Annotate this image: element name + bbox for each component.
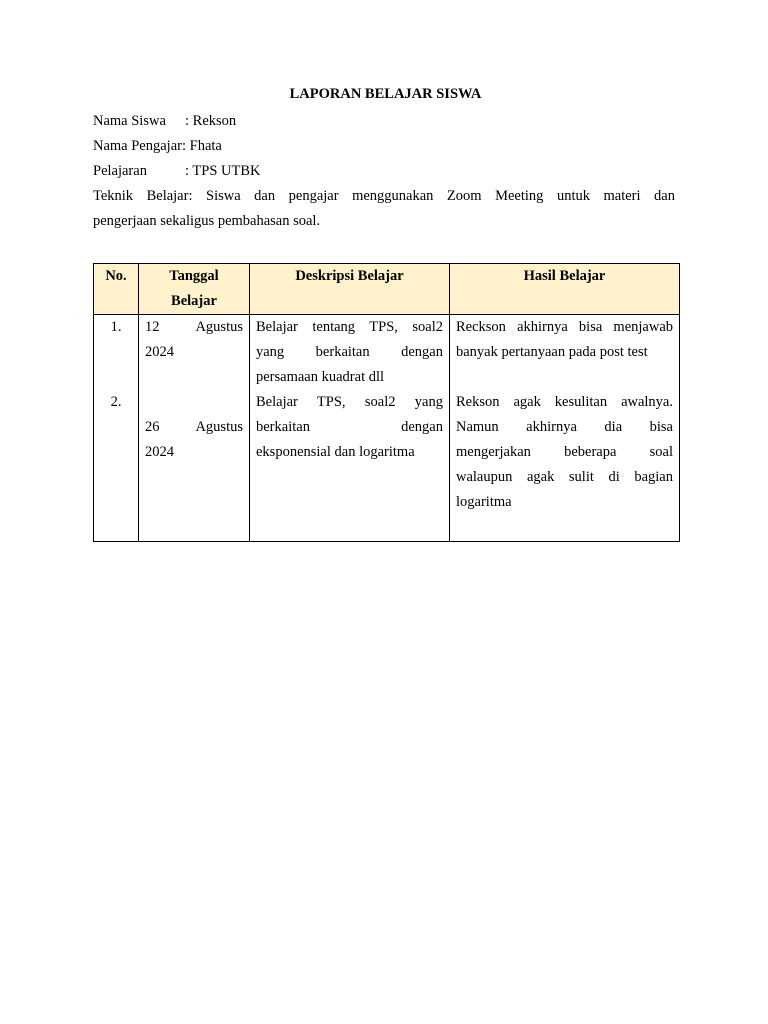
- learning-technique-line-2: pengerjaan sekaligus pembahasan soal.: [93, 213, 321, 229]
- teacher-name-line: [93, 136, 222, 156]
- header-date-line-2: Belajar: [171, 293, 217, 309]
- date-month: Agustus: [195, 419, 243, 435]
- date-1-line-1: [145, 315, 243, 340]
- result-line: Reckson akhirnya bisa menjawab: [456, 319, 673, 335]
- learning-technique: [93, 184, 675, 234]
- student-name-label: Nama Siswa: [93, 113, 166, 129]
- header-date-line-1: Tanggal: [169, 268, 219, 284]
- table-row: [94, 315, 680, 542]
- date-cell: [139, 315, 250, 542]
- result-line: logaritma: [456, 494, 512, 510]
- result-line: Namun akhirnya dia bisa: [456, 419, 673, 435]
- learning-technique-line-1: Teknik Belajar: Siswa dan pengajar menggunakan Zoom Meeting untuk materi dan: [93, 188, 675, 204]
- date-2-line-1: [145, 415, 243, 440]
- description-line: Belajar TPS, soal2 yang: [256, 394, 443, 410]
- row-number: 1.: [110, 319, 122, 335]
- date-day: 26: [145, 419, 160, 435]
- subject-line: [93, 161, 260, 181]
- description-line: eksponensial dan logaritma: [256, 444, 415, 460]
- header-no: No.: [94, 264, 139, 315]
- result-line: walaupun agak sulit di bagian: [456, 469, 673, 485]
- teacher-name-label: Nama Pengajar:: [93, 138, 187, 154]
- student-name-value: : Rekson: [185, 113, 237, 129]
- result-cell: [450, 315, 680, 542]
- teacher-name-value: Fhata: [189, 138, 222, 154]
- learning-report-table: [93, 263, 680, 542]
- row-number-cell: [94, 315, 139, 542]
- student-name-line: [93, 111, 236, 131]
- description-cell: [250, 315, 450, 542]
- date-day: 12: [145, 319, 160, 335]
- description-line: Belajar tentang TPS, soal2: [256, 319, 443, 335]
- table-header-row: [94, 264, 680, 315]
- row-number: 2.: [110, 394, 122, 410]
- header-description: Deskripsi Belajar: [250, 264, 450, 315]
- date-month: Agustus: [195, 319, 243, 335]
- description-line: yang berkaitan dengan: [256, 344, 443, 360]
- result-line: banyak pertanyaan pada post test: [456, 344, 648, 360]
- result-line: Rekson agak kesulitan awalnya.: [456, 394, 673, 410]
- header-date: [139, 264, 250, 315]
- date-year: 2024: [145, 444, 174, 460]
- subject-value: : TPS UTBK: [185, 163, 261, 179]
- report-title: LAPORAN BELAJAR SISWA: [289, 86, 482, 102]
- result-line: mengerjakan beberapa soal: [456, 444, 673, 460]
- description-line: persamaan kuadrat dll: [256, 369, 385, 385]
- subject-label: Pelajaran: [93, 163, 147, 179]
- date-year: 2024: [145, 344, 174, 360]
- description-line: berkaitan dengan: [256, 419, 443, 435]
- header-result: Hasil Belajar: [450, 264, 680, 315]
